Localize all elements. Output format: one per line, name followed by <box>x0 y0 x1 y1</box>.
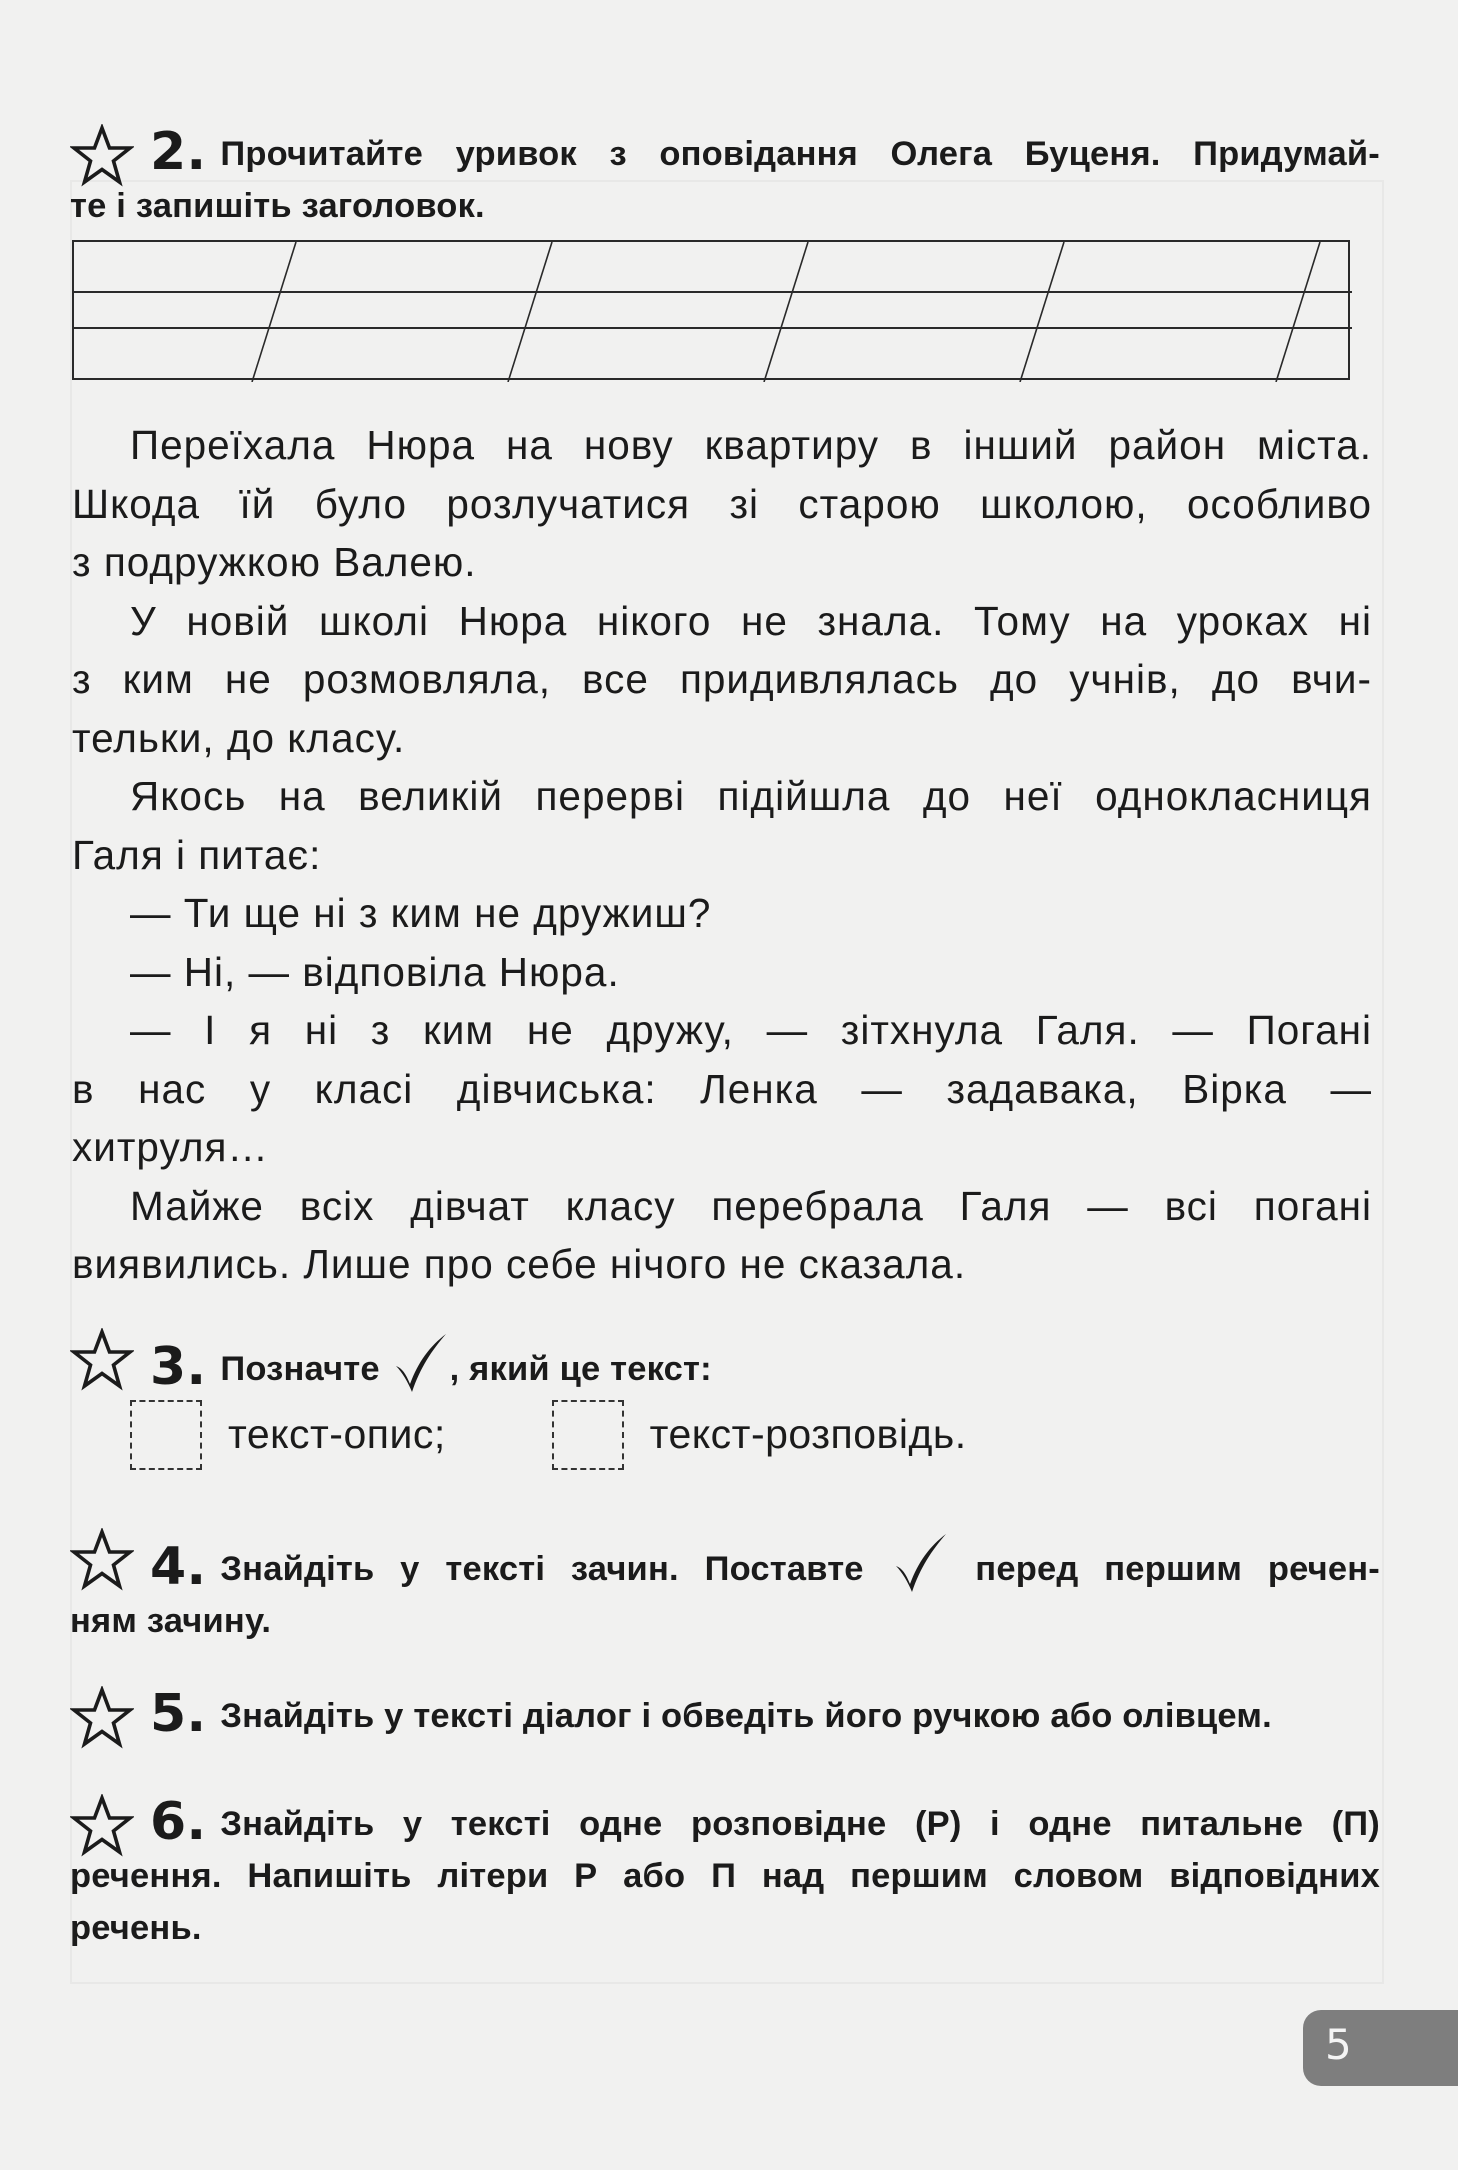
text-line: з ким не розмовляла, все придивлялась до учнів, до вчи- <box>72 656 1372 702</box>
text-line: з подружкою Валею. <box>72 539 477 585</box>
task-3-text: Позначте <box>220 1350 380 1388</box>
task-4-text-line2: ням зачину. <box>70 1602 272 1640</box>
task-5-text: Знайдіть у тексті діалог і обведіть його ручкою або олівцем. <box>220 1697 1272 1735</box>
text-line: Галя і питає: <box>72 831 322 878</box>
checkbox-description[interactable] <box>130 1400 202 1470</box>
checkmark-icon <box>390 1330 450 1394</box>
text-line: — Ти ще ні з ким не дружиш? <box>130 890 712 936</box>
task-4-text: Знайдіть у тексті зачин. Поставте <box>220 1550 864 1588</box>
paragraph <box>72 767 1372 884</box>
task-6-text-line3: речень. <box>70 1909 202 1947</box>
task-number: 5. <box>150 1684 207 1744</box>
task-2-text-line1: Прочитайте уривок з оповідання Олега Буценя. Придумай- <box>220 135 1380 173</box>
story-text <box>72 416 1372 1294</box>
text-line: — Ні, — відповіла Нюра. <box>130 948 620 995</box>
task-6-text-line1: Знайдіть у тексті одне розповідне (Р) і одне питальне (П) <box>220 1805 1380 1843</box>
text-line: У новій школі Нюра нікого не знала. Тому на уроках ні <box>130 597 1372 644</box>
paragraph <box>72 416 1372 592</box>
paragraph <box>72 1177 1372 1294</box>
star-icon <box>70 1528 134 1592</box>
star-icon <box>70 1328 134 1392</box>
text-line: в нас у класі дівчиська: Ленка — задавака, Вірка — <box>72 1065 1372 1112</box>
task-4-text-after: перед першим речен- <box>975 1550 1380 1588</box>
writing-guide-lines <box>74 242 1352 382</box>
task-number: 6. <box>150 1792 207 1852</box>
task-number: 2. <box>150 122 207 182</box>
option-description[interactable] <box>130 1396 446 1472</box>
task-6 <box>70 1792 1380 1954</box>
text-line: Майже всіх дівчат класу перебрала Галя — всі погані <box>130 1182 1372 1229</box>
checkmark-icon <box>890 1530 950 1594</box>
task-number: 4. <box>150 1537 207 1597</box>
task-2 <box>70 122 1380 232</box>
task-5 <box>70 1684 1380 1744</box>
paragraph <box>72 592 1372 768</box>
title-writing-area[interactable] <box>72 240 1350 380</box>
task-3-text-after: , який це текст: <box>449 1350 712 1388</box>
page-number: 5 <box>1325 2020 1352 2069</box>
star-icon <box>70 124 134 188</box>
dialogue-line <box>72 884 1372 943</box>
option-narrative[interactable] <box>552 1396 967 1472</box>
page-number-tab <box>1303 2010 1458 2086</box>
dialogue-line <box>72 943 1372 1002</box>
star-icon <box>70 1794 134 1858</box>
option-label: текст-розповідь. <box>649 1411 967 1457</box>
task-4 <box>70 1530 1380 1647</box>
text-line: — І я ні з ким не дружу, — зітхнула Галя. — Погані <box>130 1007 1372 1053</box>
star-icon <box>70 1686 134 1750</box>
text-line: хитруля… <box>72 1124 269 1170</box>
task-3 <box>70 1330 1380 1395</box>
task-6-text-line2: речення. Напишіть літери Р або П над першим словом відповідних <box>70 1857 1380 1895</box>
text-line: Якось на великій перерві підійшла до неї однокласниця <box>130 773 1372 819</box>
text-line: виявились. Лише про себе нічого не сказала. <box>72 1241 967 1287</box>
text-line: тельки, до класу. <box>72 714 406 761</box>
task-2-text-line2: те і запишіть заголовок. <box>70 187 485 225</box>
option-label: текст-опис; <box>228 1411 446 1457</box>
task-number: 3. <box>150 1337 207 1397</box>
dialogue-line <box>72 1001 1372 1177</box>
text-line: Шкода їй було розлучатися зі старою школою, особливо <box>72 480 1372 527</box>
checkbox-narrative[interactable] <box>552 1400 624 1470</box>
text-type-options <box>130 1396 967 1472</box>
text-line: Переїхала Нюра на нову квартиру в інший район міста. <box>130 422 1372 468</box>
